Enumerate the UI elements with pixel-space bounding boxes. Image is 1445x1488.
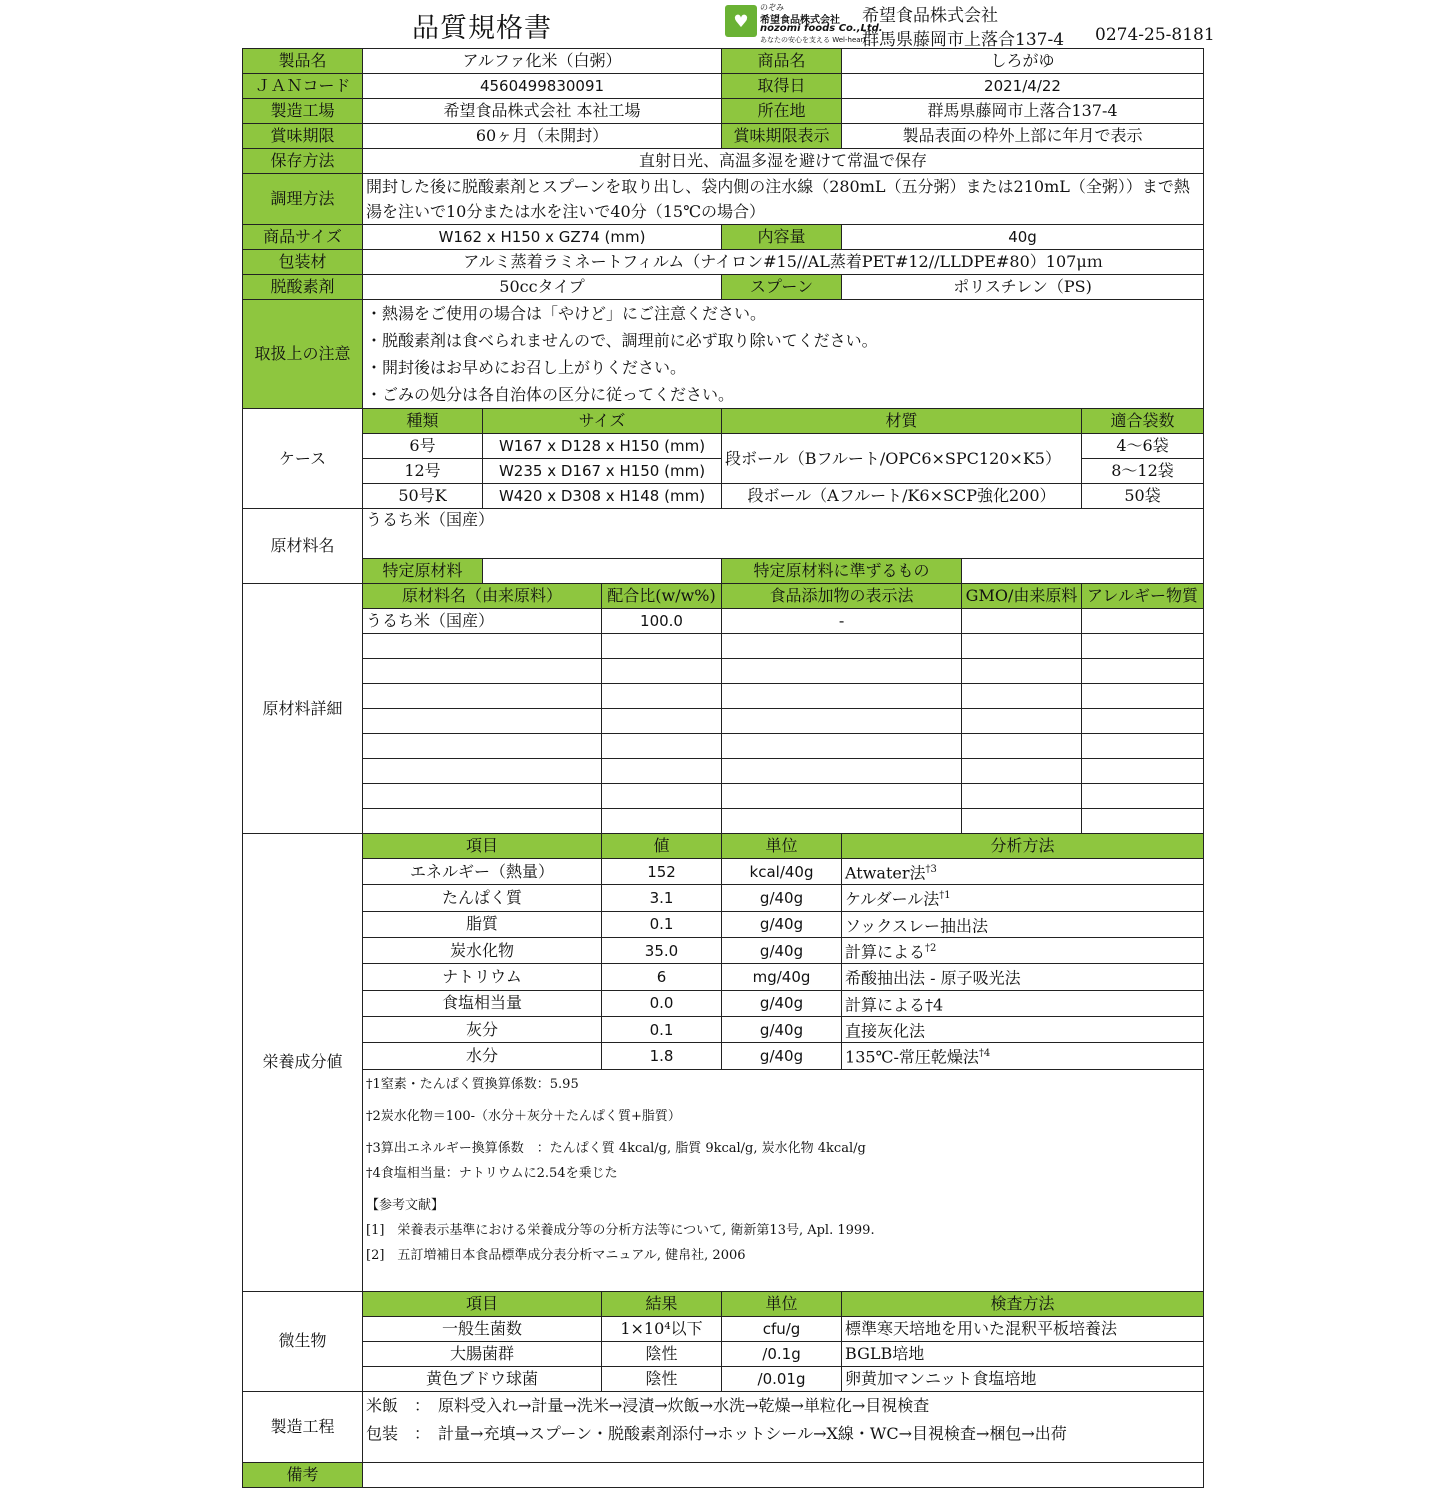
- table-row: [243, 634, 1204, 659]
- case-count: 50袋: [1082, 484, 1204, 509]
- nutrition-value: 0.0: [602, 990, 722, 1016]
- row-size: [243, 225, 1204, 250]
- document-header: [0, 0, 1445, 48]
- micro-unit: /0.01g: [722, 1366, 842, 1391]
- case-header-material: 材質: [722, 409, 1082, 434]
- label-nutrition: 栄養成分値: [243, 834, 363, 1292]
- value-cooking: 開封した後に脱酸素剤とスプーンを取り出し、袋内側の注水線（280mL（五分粥）または210mL（全粥））まで熱湯を注いで10分または水を注いで40分（15℃の場合）: [363, 174, 1204, 225]
- blank-cell: [363, 684, 602, 709]
- nutrition-method: 計算による†4: [842, 990, 1204, 1016]
- blank-cell: [602, 784, 722, 809]
- value-shelf-life: 60ヶ月（未開封）: [363, 124, 722, 149]
- table-row: [243, 937, 1204, 963]
- nutrition-value: 152: [602, 859, 722, 885]
- blank-cell: [722, 709, 962, 734]
- row-nutrition-header: [243, 834, 1204, 859]
- company-name: 希望食品株式会社: [862, 6, 998, 26]
- value-handling: [363, 300, 1204, 409]
- value-spoon: ポリスチレン（PS): [842, 275, 1204, 300]
- blank-cell: [602, 734, 722, 759]
- reference: [1] 栄養表示基準における栄養成分等の分析方法等について, 衛新第13号, Apl. 1999.: [366, 1222, 875, 1238]
- handling-note: ・脱酸素剤は食べられませんので、調理前に必ず取り除いてください。: [366, 331, 878, 350]
- blank-cell: [602, 684, 722, 709]
- value-process: [363, 1391, 1204, 1462]
- row-micro-header: [243, 1291, 1204, 1316]
- company-tel: 0274-25-8181: [1095, 25, 1215, 45]
- footnote: †2炭水化物＝100-（水分＋灰分＋たんぱく質+脂質）: [366, 1108, 681, 1124]
- case-count: 4～6袋: [1082, 434, 1204, 459]
- handling-note: ・開封後はお早めにお召し上がりください。: [366, 358, 687, 377]
- label-case: ケース: [243, 409, 363, 509]
- row-remarks: [243, 1462, 1204, 1487]
- table-row: [243, 809, 1204, 834]
- blank-cell: [602, 634, 722, 659]
- blank-cell: [962, 734, 1082, 759]
- heart-icon: ♥: [733, 12, 749, 32]
- nutrition-item: 脂質: [363, 911, 602, 937]
- nutrition-unit: g/40g: [722, 990, 842, 1016]
- blank-cell: [602, 809, 722, 834]
- blank-cell: [722, 659, 962, 684]
- micro-header-unit: 単位: [722, 1291, 842, 1316]
- row-case-header: [243, 409, 1204, 434]
- blank-cell: [1082, 634, 1204, 659]
- label-packaging: 包装材: [243, 250, 363, 275]
- label-content: 内容量: [722, 225, 842, 250]
- micro-result: 陰性: [602, 1366, 722, 1391]
- row-raw-specific: [243, 558, 1204, 583]
- row-nutrition-notes: [243, 1069, 1204, 1291]
- detail-ratio: 100.0: [602, 609, 722, 634]
- case-header-size: サイズ: [483, 409, 722, 434]
- value-size: W162 x H150 x GZ74 (mm): [363, 225, 722, 250]
- blank-cell: [363, 759, 602, 784]
- table-row: [243, 1366, 1204, 1391]
- case-header-type: 種類: [363, 409, 483, 434]
- value-acquired: 2021/4/22: [842, 74, 1204, 99]
- value-raw: うるち米（国産）: [363, 509, 1204, 559]
- label-micro: 微生物: [243, 1291, 363, 1391]
- nutrition-header-method: 分析方法: [842, 834, 1204, 859]
- footnote: †1窒素・たんぱく質換算係数：5.95: [366, 1076, 579, 1092]
- process-pack: 包装 ： 計量→充填→スプーン・脱酸素剤添付→ホットシール→X線・WC→目視検査→梱包→出荷: [366, 1423, 1067, 1443]
- value-content: 40g: [842, 225, 1204, 250]
- case-count: 8～12袋: [1082, 459, 1204, 484]
- label-trade-name: 商品名: [722, 49, 842, 74]
- label-storage: 保存方法: [243, 149, 363, 174]
- value-oxygen: 50ccタイプ: [363, 275, 722, 300]
- logo-english: nozomi foods Co.,Ltd.: [760, 23, 883, 34]
- nutrition-unit: mg/40g: [722, 964, 842, 990]
- micro-method: 卵黄加マンニット食塩培地: [842, 1366, 1204, 1391]
- row-process: [243, 1391, 1204, 1462]
- nutrition-method: ケルダール法$^{\dagger 1}$: [842, 885, 1204, 911]
- case-size: W235 x D167 x H150 (mm): [483, 459, 722, 484]
- blank-cell: [363, 634, 602, 659]
- label-shelf-display: 賞味期限表示: [722, 124, 842, 149]
- nutrition-method: 135℃-常圧乾燥法$^{\dagger 4}$: [842, 1043, 1204, 1069]
- case-row: [243, 434, 1204, 459]
- micro-unit: cfu/g: [722, 1316, 842, 1341]
- nutrition-item: 灰分: [363, 1016, 602, 1042]
- nutrition-unit: g/40g: [722, 911, 842, 937]
- micro-header-item: 項目: [363, 1291, 602, 1316]
- case-material: 段ボール（Aフルート/K6×SCP強化200）: [722, 484, 1082, 509]
- value-shelf-display: 製品表面の枠外上部に年月で表示: [842, 124, 1204, 149]
- blank-cell: [1082, 734, 1204, 759]
- blank-cell: [962, 784, 1082, 809]
- table-row: [243, 1316, 1204, 1341]
- row-product-name: [243, 49, 1204, 74]
- table-row: [243, 1043, 1204, 1069]
- logo-name: 希望食品株式会社: [760, 15, 840, 26]
- blank-cell: [962, 709, 1082, 734]
- blank-cell: [1082, 709, 1204, 734]
- row-oxygen: [243, 275, 1204, 300]
- blank-cell: [722, 684, 962, 709]
- value-trade-name: しろがゆ: [842, 49, 1204, 74]
- nutrition-header-unit: 単位: [722, 834, 842, 859]
- blank-cell: [602, 659, 722, 684]
- detail-name: うるち米（国産）: [363, 609, 602, 634]
- label-shelf-life: 賞味期限: [243, 124, 363, 149]
- nutrition-unit: kcal/40g: [722, 859, 842, 885]
- nutrition-unit: g/40g: [722, 885, 842, 911]
- table-row: [243, 885, 1204, 911]
- label-handling: 取扱上の注意: [243, 300, 363, 409]
- blank-cell: [1082, 759, 1204, 784]
- nutrition-value: 6: [602, 964, 722, 990]
- blank-cell: [722, 809, 962, 834]
- case-type: 50号K: [363, 484, 483, 509]
- spec-table: [242, 48, 1204, 1488]
- row-jan: [243, 74, 1204, 99]
- label-spoon: スプーン: [722, 275, 842, 300]
- blank-cell: [1082, 684, 1204, 709]
- nutrition-header-value: 値: [602, 834, 722, 859]
- label-oxygen: 脱酸素剤: [243, 275, 363, 300]
- blank-cell: [1082, 784, 1204, 809]
- label-acquired: 取得日: [722, 74, 842, 99]
- detail-header-name: 原材料名（由来原料）: [363, 584, 602, 609]
- case-size: W167 x D128 x H150 (mm): [483, 434, 722, 459]
- blank-cell: [722, 634, 962, 659]
- nutrition-method: ソックスレー抽出法: [842, 911, 1204, 937]
- micro-item: 黄色ブドウ球菌: [363, 1366, 602, 1391]
- company-address: 群馬県藤岡市上落合137-4: [862, 30, 1065, 50]
- reference: [2] 五訂増補日本食品標準成分表分析マニュアル, 健帛社, 2006: [366, 1247, 746, 1263]
- case-material: 段ボール（Bフルート/OPC6×SPC120×K5）: [722, 434, 1082, 484]
- nutrition-unit: g/40g: [722, 937, 842, 963]
- row-shelf-life: [243, 124, 1204, 149]
- blank-cell: [722, 734, 962, 759]
- document-title: 品質規格書: [412, 13, 552, 44]
- row-cooking: [243, 174, 1204, 225]
- micro-result: 1×10⁴以下: [602, 1316, 722, 1341]
- blank-cell: [363, 659, 602, 684]
- table-row: [243, 1016, 1204, 1042]
- value-factory: 希望食品株式会社 本社工場: [363, 99, 722, 124]
- value-jan: 4560499830091: [363, 74, 722, 99]
- nutrition-item: 炭水化物: [363, 937, 602, 963]
- nutrition-method: 希酸抽出法 - 原子吸光法: [842, 964, 1204, 990]
- nutrition-value: 35.0: [602, 937, 722, 963]
- blank-cell: [363, 809, 602, 834]
- table-row: [243, 911, 1204, 937]
- table-row: [243, 859, 1204, 885]
- value-remarks: [363, 1462, 1204, 1487]
- value-storage: 直射日光、高温多湿を避けて常温で保存: [363, 149, 1204, 174]
- blank-cell: [602, 709, 722, 734]
- nutrition-unit: g/40g: [722, 1016, 842, 1042]
- label-quasi: 特定原材料に準ずるもの: [722, 558, 962, 583]
- nutrition-method: 計算による$^{\dagger 2}$: [842, 937, 1204, 963]
- label-process: 製造工程: [243, 1391, 363, 1462]
- detail-header-gmo: GMO/由来原料: [962, 584, 1082, 609]
- table-row: [243, 990, 1204, 1016]
- detail-gmo: [962, 609, 1082, 634]
- table-row: [243, 784, 1204, 809]
- blank-cell: [962, 759, 1082, 784]
- label-specific: 特定原材料: [363, 558, 483, 583]
- row-raw: [243, 509, 1204, 559]
- micro-result: 陰性: [602, 1341, 722, 1366]
- table-row: [243, 964, 1204, 990]
- row-storage: [243, 149, 1204, 174]
- detail-allergen: [1082, 609, 1204, 634]
- blank-cell: [363, 784, 602, 809]
- nutrition-value: 0.1: [602, 1016, 722, 1042]
- label-remarks: 備考: [243, 1462, 363, 1487]
- detail-header-ratio: 配合比(w/w%): [602, 584, 722, 609]
- nutrition-item: 食塩相当量: [363, 990, 602, 1016]
- label-location: 所在地: [722, 99, 842, 124]
- blank-cell: [962, 809, 1082, 834]
- blank-cell: [962, 634, 1082, 659]
- row-factory: [243, 99, 1204, 124]
- company-logo: [725, 2, 883, 46]
- row-packaging: [243, 250, 1204, 275]
- value-specific: [483, 558, 722, 583]
- case-type: 6号: [363, 434, 483, 459]
- nutrition-header-item: 項目: [363, 834, 602, 859]
- references-title: 【参考文献】: [366, 1197, 445, 1213]
- micro-method: BGLB培地: [842, 1341, 1204, 1366]
- logo-mark: [725, 5, 757, 37]
- table-row: [243, 734, 1204, 759]
- micro-header-method: 検査方法: [842, 1291, 1204, 1316]
- nutrition-value: 3.1: [602, 885, 722, 911]
- case-row: [243, 484, 1204, 509]
- footnote: †4食塩相当量：ナトリウムに2.54を乗じた: [366, 1165, 618, 1181]
- table-row: [243, 659, 1204, 684]
- table-row: [243, 1341, 1204, 1366]
- logo-tagline: あなたの安心を支える Wel-heart: [760, 36, 867, 44]
- micro-unit: /0.1g: [722, 1341, 842, 1366]
- nutrition-method: 直接灰化法: [842, 1016, 1204, 1042]
- blank-cell: [962, 659, 1082, 684]
- row-handling: [243, 300, 1204, 409]
- table-row: [243, 684, 1204, 709]
- detail-header-allergen: アレルギー物質: [1082, 584, 1204, 609]
- detail-header-additive: 食品添加物の表示法: [722, 584, 962, 609]
- nutrition-value: 1.8: [602, 1043, 722, 1069]
- handling-note: ・熱湯をご使用の場合は「やけど」にご注意ください。: [366, 304, 767, 323]
- blank-cell: [1082, 659, 1204, 684]
- handling-note: ・ごみの処分は各自治体の区分に従ってください。: [366, 385, 735, 404]
- case-type: 12号: [363, 459, 483, 484]
- nutrition-item: エネルギー（熱量）: [363, 859, 602, 885]
- nutrition-method: Atwater法$^{\dagger 3}$: [842, 859, 1204, 885]
- nutrition-item: 水分: [363, 1043, 602, 1069]
- label-jan: ＪＡＮコード: [243, 74, 363, 99]
- value-location: 群馬県藤岡市上落合137-4: [842, 99, 1204, 124]
- nutrition-item: ナトリウム: [363, 964, 602, 990]
- blank-cell: [722, 759, 962, 784]
- nutrition-footnotes: [363, 1069, 1204, 1291]
- micro-item: 大腸菌群: [363, 1341, 602, 1366]
- value-product-name: アルファ化米（白粥）: [363, 49, 722, 74]
- label-size: 商品サイズ: [243, 225, 363, 250]
- nutrition-unit: g/40g: [722, 1043, 842, 1069]
- blank-cell: [1082, 809, 1204, 834]
- micro-header-result: 結果: [602, 1291, 722, 1316]
- nutrition-item: たんぱく質: [363, 885, 602, 911]
- process-rice: 米飯 ： 原料受入れ→計量→洗米→浸漬→炊飯→水洗→乾燥→単粒化→目視検査: [366, 1395, 930, 1415]
- label-factory: 製造工場: [243, 99, 363, 124]
- blank-cell: [962, 684, 1082, 709]
- label-cooking: 調理方法: [243, 174, 363, 225]
- micro-item: 一般生菌数: [363, 1316, 602, 1341]
- blank-cell: [602, 759, 722, 784]
- table-row: [243, 709, 1204, 734]
- detail-additive: -: [722, 609, 962, 634]
- table-row: [243, 609, 1204, 634]
- case-size: W420 x D308 x H148 (mm): [483, 484, 722, 509]
- blank-cell: [363, 709, 602, 734]
- value-packaging: アルミ蒸着ラミネートフィルム（ナイロン#15//AL蒸着PET#12//LLDPE#80）107μｍ: [363, 250, 1204, 275]
- blank-cell: [722, 784, 962, 809]
- label-product-name: 製品名: [243, 49, 363, 74]
- nutrition-value: 0.1: [602, 911, 722, 937]
- case-header-count: 適合袋数: [1082, 409, 1204, 434]
- micro-method: 標準寒天培地を用いた混釈平板培養法: [842, 1316, 1204, 1341]
- table-row: [243, 759, 1204, 784]
- value-quasi: [962, 558, 1204, 583]
- footnote: †3算出エネルギー換算係数 ：たんぱく質 4kcal/g, 脂質 9kcal/g, 炭水化物 4kcal/g: [366, 1140, 866, 1156]
- label-raw-detail: 原材料詳細: [243, 584, 363, 834]
- label-raw: 原材料名: [243, 509, 363, 584]
- row-raw-detail-header: [243, 584, 1204, 609]
- logo-furigana: のぞみ: [760, 3, 784, 12]
- blank-cell: [363, 734, 602, 759]
